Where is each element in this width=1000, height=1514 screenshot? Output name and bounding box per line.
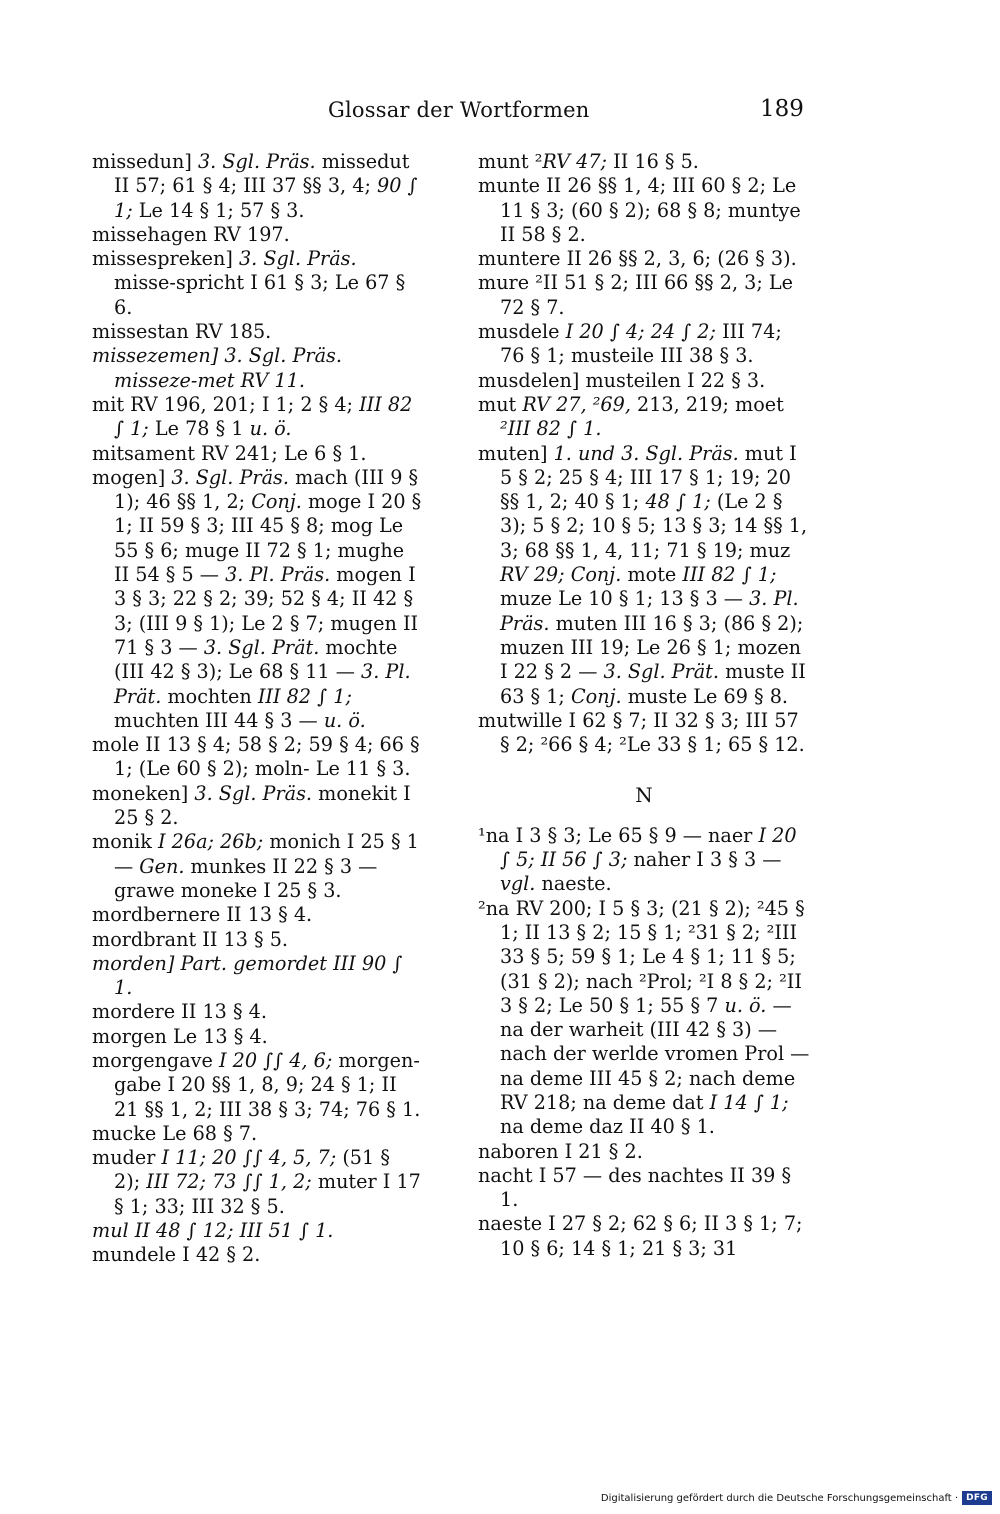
entry-italic-text: 1. und 3. Sgl. Präs. (553, 441, 739, 465)
entry-text: missehagen RV 197. (92, 222, 290, 246)
entry-italic-text: I 20 ∫∫ 4, 6; (218, 1048, 333, 1072)
entry-text: missedut II 57; 61 § 4; III 37 §§ 3, 4; (114, 150, 416, 198)
entry-italic-text: missezemen] 3. Sgl. Präs. misseze-met RV 11. (92, 344, 349, 392)
entry-text: muder (92, 1146, 162, 1170)
entry-text: missedun] (92, 150, 198, 173)
glossary-entry (478, 369, 810, 393)
glossary-entry (92, 442, 422, 466)
entry-italic-text: u. ö. (323, 708, 366, 732)
glossary-entry (478, 1140, 810, 1164)
entry-italic-text: u. ö. (249, 417, 292, 441)
entry-text: ²na RV 200; I 5 § 3; (21 § 2); ²45 § 1; II 13 § 2; 15 § 1; ²31 § 2; ²III 33 § 5; 59 § 1; Le 4 § 1; 11 § 5; (31 § 2); nach ²Prol; ²I 8 § 2; ²II 3 § 2; Le 50 § 1; 55 § 7 (478, 896, 811, 1017)
glossary-entry (92, 393, 422, 442)
entry-italic-text: I 14 ∫ 1; (709, 1090, 789, 1114)
entry-text: muten] (478, 441, 554, 465)
section-spacer (478, 757, 810, 783)
entry-italic-text: I 11; 20 ∫∫ 4, 5, 7; (161, 1146, 337, 1170)
glossary-entry (478, 824, 810, 897)
glossary-entry (478, 1212, 810, 1261)
entry-italic-text: ²III 82 ∫ 1. (500, 417, 602, 441)
entry-italic-text: 3. Pl. Präs. (225, 563, 331, 587)
entry-text: naher I 3 § 3 — (627, 848, 788, 872)
glossary-entry (92, 928, 422, 952)
glossary-entry (92, 344, 422, 393)
entry-text: nacht I 57 — des nachtes II 39 § 1. (478, 1163, 798, 1212)
entry-text: mach (III 9 § 1); 46 §§ 1, 2; (114, 465, 425, 514)
entry-italic-text: I 20 ∫ 5; II 56 ∫ 3; (500, 823, 803, 872)
glossary-entry (92, 150, 422, 223)
glossary-entry (92, 952, 422, 1001)
entry-italic-text: 90 ∫ 1; (114, 174, 424, 222)
entry-text: muten III 16 § 3; (86 § 2); muzen III 19; Le 26 § 1; mozen I 22 § 2 — (500, 611, 810, 684)
entry-text: (51 § 2); (114, 1146, 397, 1194)
left-column (92, 150, 428, 1268)
entry-text: mordere II 13 § 4. (92, 1000, 267, 1024)
entry-text: morgen-gabe I 20 §§ 1, 8, 9; 24 § 1; II 21 §§ 1, 2; III 38 § 3; 74; 76 § 1. (114, 1048, 421, 1121)
glossary-entry (92, 1146, 427, 1219)
entries-m-continued (478, 150, 814, 757)
entry-text: mote (621, 563, 683, 587)
glossary-entry (478, 709, 810, 758)
entry-text: ¹na I 3 § 3; Le 65 § 9 — naer (478, 823, 759, 847)
entry-text: monich I 25 § 1 — (114, 830, 425, 878)
entry-italic-text: mul II 48 ∫ 12; III 51 ∫ 1. (92, 1219, 334, 1243)
glossary-entry (478, 320, 810, 369)
glossary-entry (478, 271, 810, 320)
entry-text: misse-spricht I 61 § 3; Le 67 § 6. (114, 247, 412, 319)
glossary-entry (478, 247, 810, 271)
entry-text: muter I 17 § 1; 33; III 32 § 5. (114, 1170, 427, 1218)
glossary-entry (478, 441, 814, 709)
entry-text: munt ² (478, 150, 543, 173)
entry-italic-text: 3. Pl. Präs. (500, 587, 805, 635)
entry-text: — na der warheit (III 42 § 3) — nach der werlde vromen Prol — na deme III 45 § 2; nach deme RV 218; na deme dat (500, 993, 816, 1114)
entry-text: morgengave (92, 1048, 219, 1072)
glossary-entry (92, 1122, 422, 1146)
glossary-entry (478, 896, 816, 1140)
glossary-entry (92, 1025, 422, 1049)
entry-text: II 16 § 5. (607, 150, 699, 173)
page-header (0, 94, 1000, 134)
entry-text: mordbrant II 13 § 5. (92, 927, 289, 951)
glossary-entry (92, 830, 425, 903)
entry-text: naeste. (535, 872, 612, 896)
entry-text: mole II 13 § 4; 58 § 2; 59 § 4; 66 § 1; (Le 60 § 2); moln- Le 11 § 3. (92, 733, 426, 781)
entry-text: missespreken] (92, 247, 239, 271)
entry-text: mundele I 42 § 2. (92, 1243, 261, 1267)
entry-text: muste Le 69 § 8. (621, 684, 788, 708)
glossary-entry (92, 247, 422, 320)
entry-italic-text: I 26a; 26b; (157, 830, 264, 854)
entry-italic-text: RV 27, ²69, (522, 392, 631, 416)
glossary-entry (478, 174, 810, 247)
entry-italic-text: Conj. (251, 490, 302, 514)
entry-text: munkes II 22 § 3 — grawe moneke I 25 § 3. (114, 854, 384, 902)
entry-italic-text: Conj. (570, 684, 622, 708)
entry-text: mogen I 3 § 3; 22 § 2; 39; 52 § 4; II 42 § 3; (III 9 § 1); Le 2 § 7; mugen II 71 § 3 — (114, 563, 425, 659)
entry-italic-text: 3. Sgl. Präs. (197, 150, 316, 173)
glossary-entry (92, 1000, 422, 1024)
entry-text: munte II 26 §§ 1, 4; III 60 § 2; Le 11 § 3; (60 § 2); 68 § 8; muntye II 58 § 2. (478, 174, 807, 246)
entry-italic-text: Gen. (139, 854, 185, 878)
entry-text: moneken] (92, 781, 195, 805)
entry-text: muntere II 26 §§ 2, 3, 6; (26 § 3). (478, 247, 797, 271)
digitization-footer (601, 1489, 992, 1507)
entries-n (478, 823, 816, 1261)
entry-italic-text: 3. Sgl. Prät. (603, 660, 719, 684)
entry-italic-text: 3. Sgl. Präs. (171, 465, 289, 489)
entry-text: mut (478, 392, 523, 416)
glossary-entry (92, 733, 426, 782)
entry-text: monekit I 25 § 2. (114, 781, 417, 830)
entry-text: mucke Le 68 § 7. (92, 1121, 258, 1145)
entry-text: mogen] (92, 465, 172, 489)
entry-text: mure ²II 51 § 2; III 66 §§ 2, 3; Le 72 § 7. (478, 271, 800, 319)
glossary-entry (478, 1164, 810, 1213)
glossary-entry (478, 150, 810, 174)
entry-text: musdelen] musteilen I 22 § 3. (478, 368, 766, 392)
entry-text: (Le 2 § 3); 5 § 2; 10 § 5; 13 § 3; 14 §§ 1, 3; 68 §§ 1, 4, 11; 71 § 19; muz (500, 490, 814, 562)
dfg-logo: DFG (962, 1491, 992, 1505)
entry-italic-text: morden] Part. gemordet III 90 ∫ 1. (92, 951, 409, 1000)
footer-text: Digitalisierung gefördert durch die Deutsche Forschungsgemeinschaft · (600, 1492, 959, 1504)
entry-text: morgen Le 13 § 4. (92, 1024, 268, 1048)
glossary-entry (92, 903, 422, 927)
glossary-entry (92, 1049, 422, 1122)
right-column (478, 150, 816, 1261)
entry-text: mordbernere II 13 § 4. (92, 903, 313, 927)
glossary-entry (92, 223, 422, 247)
entry-text: mochten (161, 684, 258, 708)
entry-italic-text: RV 29; Conj. (500, 563, 622, 587)
entry-text: muze Le 10 § 1; 13 § 3 — (500, 563, 783, 611)
entry-italic-text: u. ö. (724, 993, 767, 1017)
entry-text: III 74; 76 § 1; musteile III 38 § 3. (500, 320, 788, 368)
entry-text: mitsament RV 241; Le 6 § 1. (92, 441, 367, 465)
glossary-entry (92, 782, 422, 831)
entry-text: mochte (III 42 § 3); Le 68 § 11 — (114, 635, 404, 684)
entry-text: muchten III 44 § 3 — (114, 684, 359, 732)
section-heading-n: N (635, 783, 653, 808)
entry-italic-text: 3. Sgl. Präs. (238, 247, 357, 271)
entry-text: Le 14 § 1; 57 § 3. (132, 198, 305, 222)
entry-italic-text: I 20 ∫ 4; 24 ∫ 2; (565, 320, 716, 344)
running-title: Glossar der Wortformen (328, 98, 590, 122)
entry-italic-text: 48 ∫ 1; (645, 490, 711, 514)
entry-text: muste II 63 § 1; (500, 660, 812, 708)
entry-text: mutwille I 62 § 7; II 32 § 3; III 57 § 2; ²66 § 4; ²Le 33 § 1; 65 § 12. (478, 708, 805, 757)
entry-italic-text: III 82 ∫ 1; (682, 563, 777, 587)
entry-text: naboren I 21 § 2. (478, 1139, 643, 1163)
entry-italic-text: 3. Sgl. Prät. (203, 635, 320, 659)
entry-italic-text: III 82 ∫ 1; (114, 392, 419, 441)
entry-text: moge I 20 § 1; II 59 § 3; III 45 § 8; mog Le 55 § 6; muge II 72 § 1; mughe II 54 § 5 — (114, 490, 428, 587)
entry-text: missestan RV 185. (92, 320, 272, 344)
entry-text: na deme daz II 40 § 1. (500, 1090, 795, 1139)
glossary-entry (92, 1243, 422, 1267)
glossary-entry (92, 320, 422, 344)
entry-text: mit RV 196, 201; I 1; 2 § 4; (92, 392, 360, 416)
entry-text: mut I 5 § 2; 25 § 4; III 17 § 1; 19; 20 §§ 1, 2; 40 § 1; (500, 441, 803, 514)
entry-italic-text: III 82 ∫ 1; (257, 684, 352, 708)
entry-italic-text: III 72; 73 ∫∫ 1, 2; (146, 1170, 312, 1194)
entry-text: 213, 219; moet (630, 392, 790, 416)
entry-italic-text: vgl. (500, 872, 536, 896)
entry-text: Le 78 § 1 (148, 417, 250, 441)
entry-text: musdele (478, 320, 566, 344)
glossary-entry (478, 393, 810, 442)
entry-italic-text: RV 47; (542, 150, 608, 173)
entry-italic-text: 3. Pl. Prät. (114, 660, 417, 708)
entry-italic-text: 3. Sgl. Präs. (194, 781, 313, 805)
glossary-entry (92, 465, 428, 733)
entry-text: naeste I 27 § 2; 62 § 6; II 3 § 1; 7; 10 § 6; 14 § 1; 21 § 3; 31 (478, 1212, 809, 1260)
glossary-entry (92, 1219, 422, 1243)
entry-text: monik (92, 830, 158, 854)
page-number: 189 (760, 96, 804, 122)
